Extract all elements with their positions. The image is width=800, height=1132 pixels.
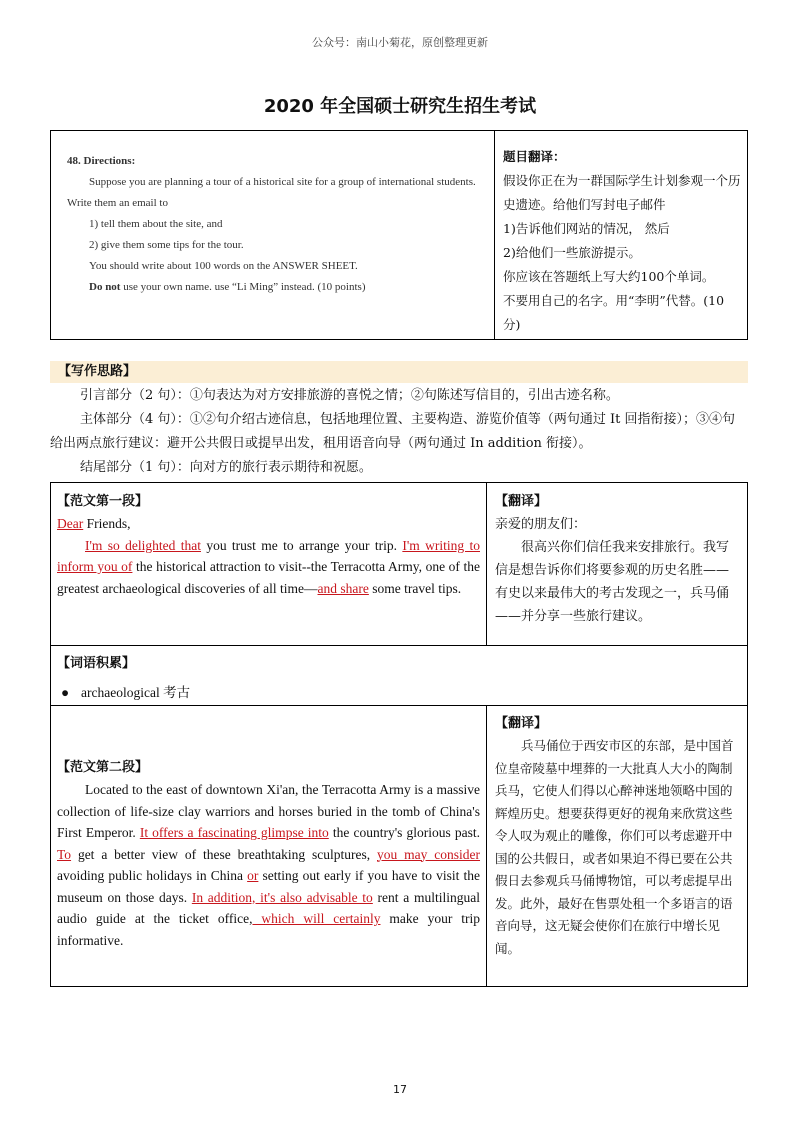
translation-title: 【翻译】 [495, 716, 548, 731]
translation-greeting: 亲爱的朋友们： [495, 517, 587, 532]
bullet-icon: ● [61, 685, 70, 700]
page-header: 公众号：南山小菊花，原创整理更新 [312, 36, 488, 49]
question-directions [51, 131, 495, 339]
paragraph2-text: Located to the east of downtown Xi'an, the Terracotta Army is a massive collection of life-size clay warriors and horses buried in the tomb of China's First Emperor. It offers a fascinating glimpse into the country's glorious past. To get a better view of these breathtaking sculptures, you may consider avoiding public holidays in China or setting out early if you have to visit the museum on those days. In addition, it's also advisable to rent a multilingual audio guide at the ticket office, which will certainly make your trip informative. [57, 782, 481, 948]
directions-label: 48. Directions: [67, 155, 136, 167]
translation-line: 2)给他们一些旅游提示。 [503, 245, 641, 260]
ideas-intro: 引言部分（2 句）：①句表达为对方安排旅游的喜悦之情；②句陈述写信目的，引出古迹名称。 [80, 388, 619, 403]
ideas-body: 主体部分（4 句）：①②句介绍古迹信息，包括地理位置、主要构造、游览价值等（两句通过 It 回指衔接）；③④句给出两点旅行建议：避开公共假日或提早出发，租用语音向导（两句通过 In addition 衔接）。 [50, 412, 736, 451]
translation-title: 题目翻译： [503, 149, 566, 164]
question-translation [495, 131, 747, 339]
page-title: 2020 年全国硕士研究生招生考试 [263, 96, 537, 117]
paragraph2-title: 【范文第二段】 [57, 760, 149, 775]
translation-line: 假设你正在为一群国际学生计划参观一个历史遗迹。给他们写封电子邮件 [503, 173, 741, 212]
paragraph1-title: 【范文第一段】 [57, 494, 149, 509]
vocabulary-title: 【词语积累】 [57, 656, 136, 671]
translation-line: 你应该在答题纸上写大约100个单词。 [503, 269, 715, 284]
question-box [50, 130, 748, 340]
translation-line: 不要用自己的名字。用“李明”代替。(10分) [503, 293, 725, 332]
directions-line-last: Do not use your own name. use “Li Ming” instead. (10 points) [89, 281, 366, 293]
directions-line: You should write about 100 words on the ANSWER SHEET. [89, 260, 358, 272]
writing-ideas [50, 384, 748, 480]
paragraph1-translation [487, 483, 747, 645]
vocabulary-item: ● archaeological 考古 [61, 685, 191, 700]
sample-essay-table [50, 482, 748, 987]
translation-title: 【翻译】 [495, 494, 548, 509]
directions-line: 1) tell them about the site, and [89, 218, 223, 230]
ideas-conclusion: 结尾部分（1 句）：向对方的旅行表示期待和祝愿。 [80, 460, 372, 475]
translation-text: 很高兴你们信任我来安排旅行。我写信是想告诉你们将要参观的历史名胜——有史以来最伟大的考古发现之一，兵马俑——并分享一些旅行建议。 [495, 540, 730, 624]
paragraph1-text: I'm so delighted that you trust me to arrange your trip. I'm writing to inform you of the historical attraction to visit--the Terracotta Army, one of the greatest archaeological discoveries of all time—and share some travel tips. [57, 537, 480, 596]
paragraph1-english [51, 483, 487, 645]
translation-text: 兵马俑位于西安市区的东部，是中国首位皇帝陵墓中埋葬的一大批真人大小的陶制兵马，它使人们得以心醉神迷地领略中国的辉煌历史。想要获得更好的视角来欣赏这些令人叹为观止的雕像，你们可以考虑避开中国的公共假日，或者如果迫不得已要在公共假日去参观兵马俑博物馆，可以考虑提早出发。此外，最好在售票处租一个多语言的语音向导，这无疑会使你们在旅行中增长见闻。 [495, 738, 734, 956]
paragraph2-translation [487, 705, 747, 986]
directions-line: Suppose you are planning a tour of a historical site for a group of international students. Write them an email to [67, 176, 476, 209]
paragraph1-row [51, 483, 747, 646]
paragraph2-row [51, 705, 747, 986]
greeting: Dear Friends, [57, 516, 131, 531]
vocabulary-row [51, 645, 747, 706]
translation-line: 1)告诉他们网站的情况， 然后 [503, 221, 670, 236]
paragraph2-english [51, 705, 487, 986]
writing-ideas-title: 【写作思路】 [50, 361, 748, 383]
directions-line: 2) give them some tips for the tour. [89, 239, 244, 251]
page-number: 17 [393, 1083, 407, 1096]
